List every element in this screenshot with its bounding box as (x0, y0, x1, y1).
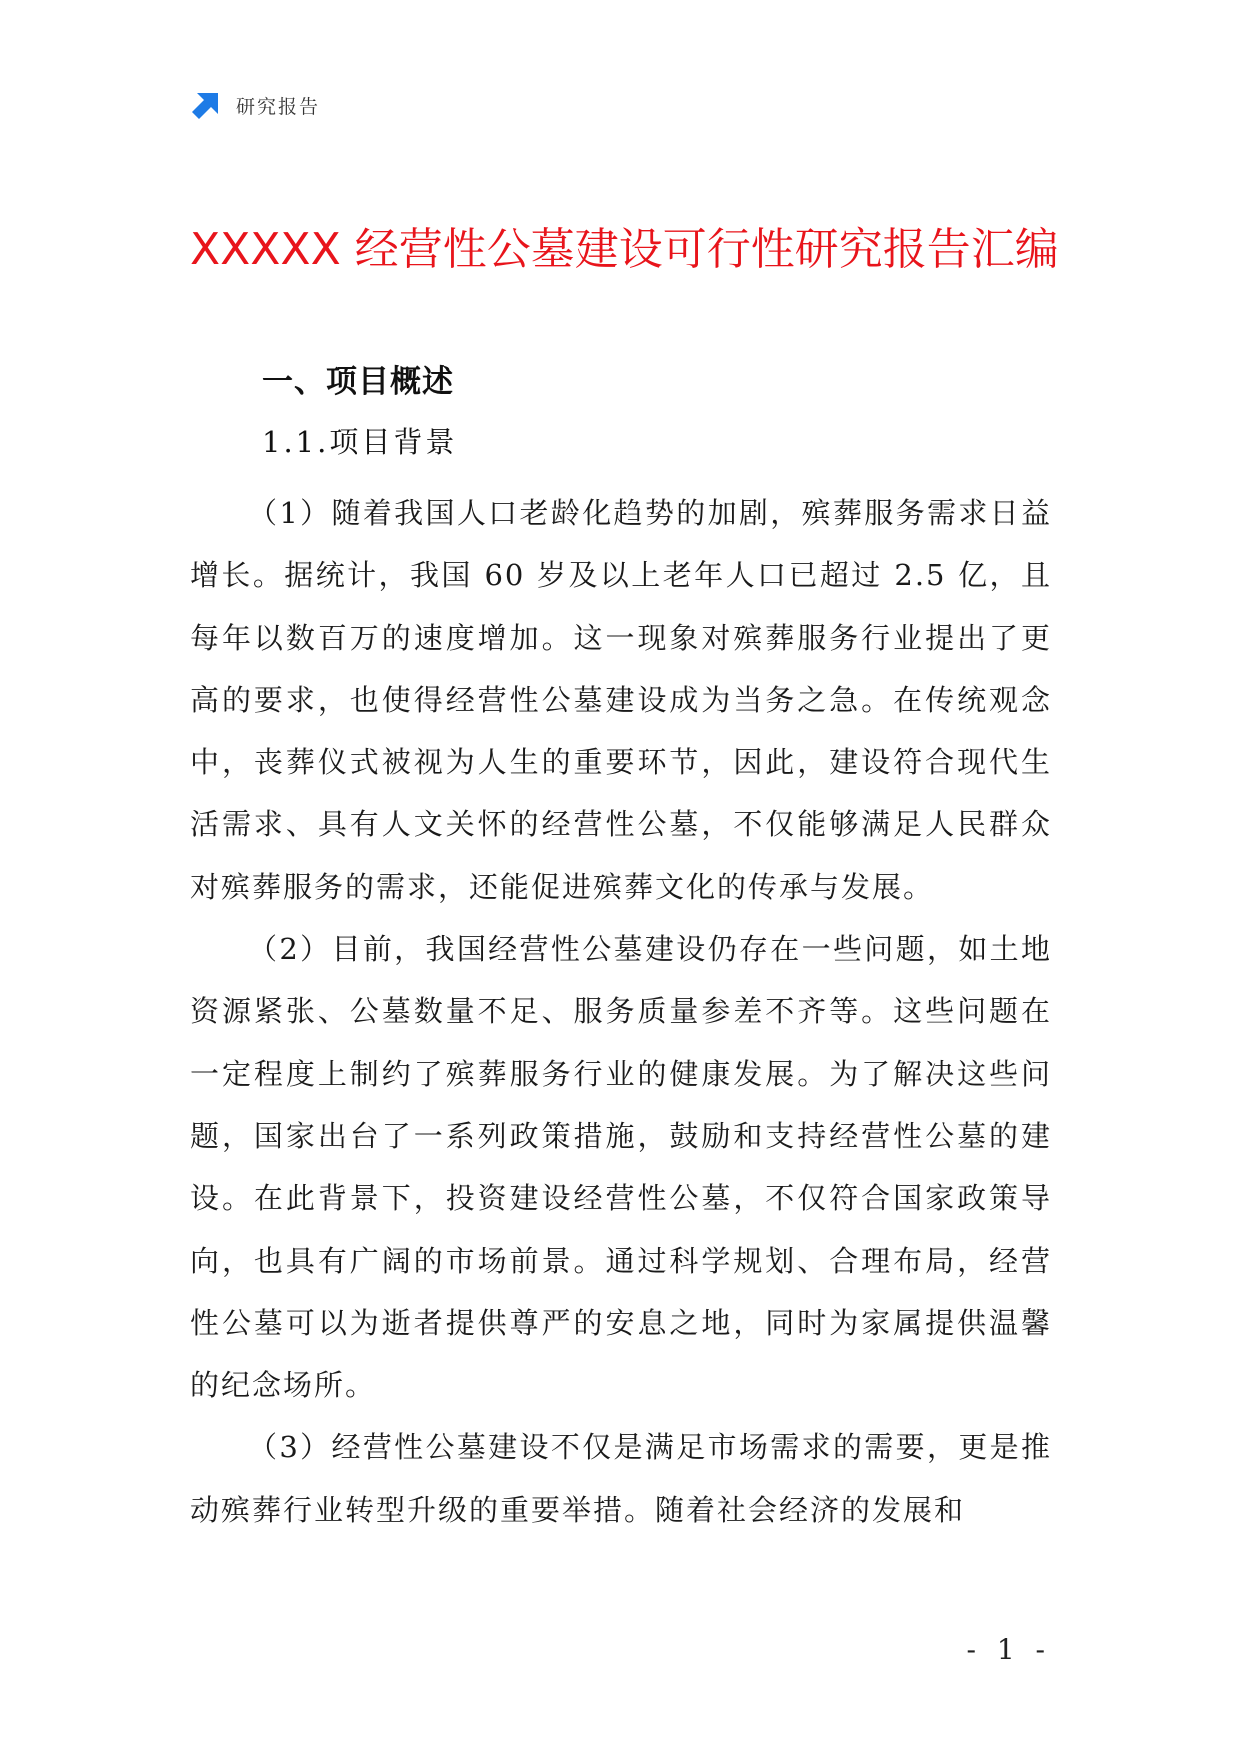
paragraph-1: （1）随着我国人口老龄化趋势的加剧，殡葬服务需求日益增长。据统计，我国 60 岁及以上老年人口已超过 2.5 亿，且每年以数百万的速度增加。这一现象对殡葬服务行业提出了更高的要求，也使得经营性公墓建设成为当务之急。在传统观念中，丧葬仪式被视为人生的重要环节，因此，建设符合现代生活需求、具有人文关怀的经营性公墓，不仅能够满足人民群众对殡葬服务的需求，还能促进殡葬文化的传承与发展。 (190, 496, 1052, 904)
body-text (190, 482, 1052, 1541)
header-label: 研究报告 (236, 95, 321, 118)
page-number: - 1 - (966, 1633, 1051, 1666)
arrow-up-right-icon (190, 89, 222, 121)
page-header (190, 88, 320, 122)
document-title: XXXXX 经营性公墓建设可行性研究报告汇编 (190, 224, 1059, 275)
subsection-heading: 1.1.项目背景 (262, 425, 458, 459)
paragraph-2: （2）目前，我国经营性公墓建设仍存在一些问题，如土地资源紧张、公墓数量不足、服务质量参差不齐等。这些问题在一定程度上制约了殡葬服务行业的健康发展。为了解决这些问题，国家出台了一系列政策措施，鼓励和支持经营性公墓的建设。在此背景下，投资建设经营性公墓，不仅符合国家政策导向，也具有广阔的市场前景。通过科学规划、合理布局，经营性公墓可以为逝者提供尊严的安息之地，同时为家属提供温馨的纪念场所。 (190, 932, 1052, 1403)
section-heading: 一、项目概述 (262, 364, 454, 400)
paragraph-3: （3）经营性公墓建设不仅是满足市场需求的需要，更是推动殡葬行业转型升级的重要举措。随着社会经济的发展和 (190, 1430, 1052, 1527)
